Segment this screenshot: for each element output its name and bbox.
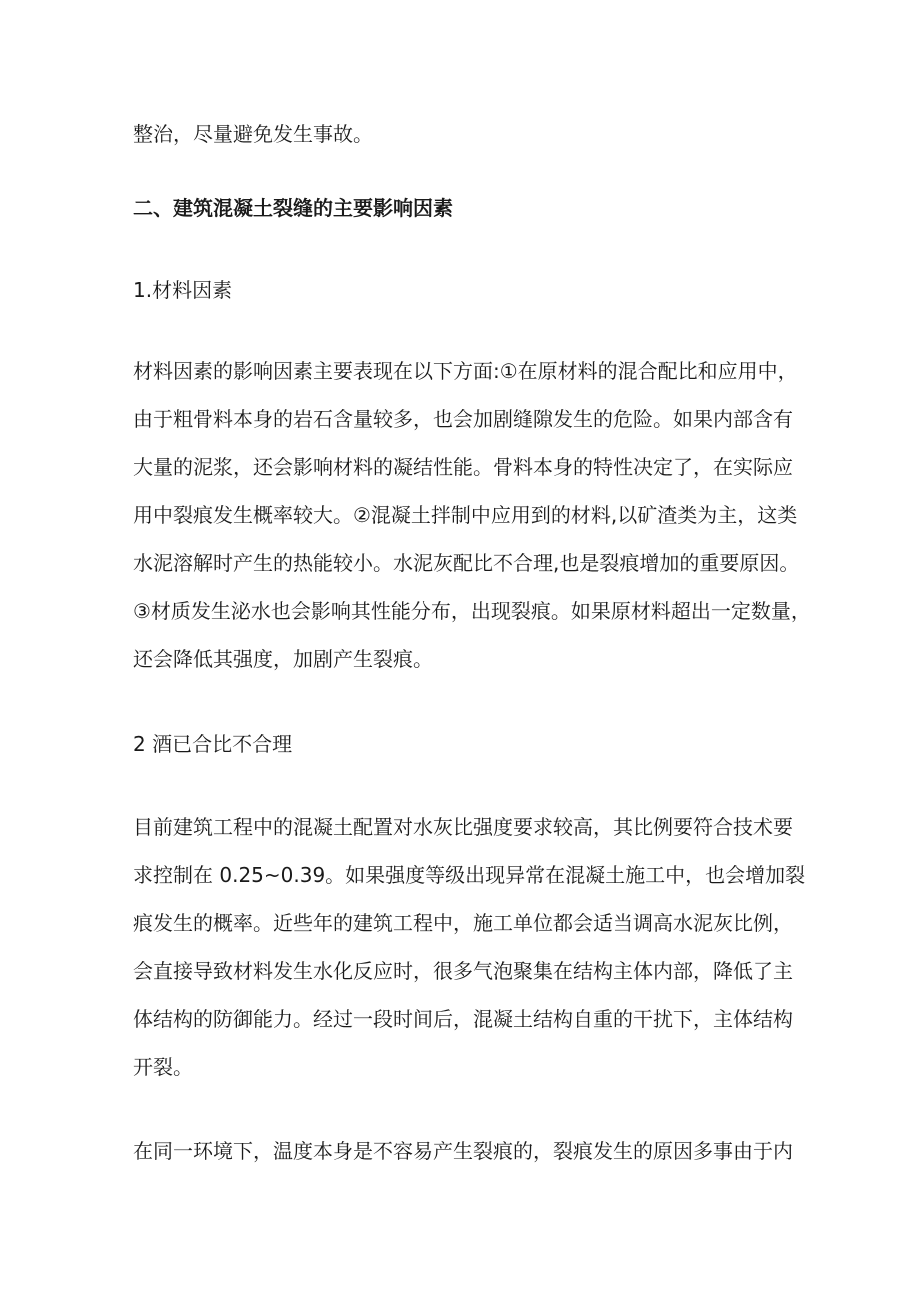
- paragraph-line: 痕发生的概率。近些年的建筑工程中，施工单位都会适当调高水泥灰比例，: [133, 911, 793, 935]
- paragraph-line: 体结构的防御能力。经过一段时间后，混凝土结构自重的干扰下，主体结构: [133, 1007, 793, 1031]
- paragraph-line: 目前建筑工程中的混凝土配置对水灰比强度要求较高，其比例要符合技术要: [133, 815, 793, 839]
- paragraph-line: 材料因素的影响因素主要表现在以下方面:①在原材料的混合配比和应用中，: [133, 359, 798, 383]
- paragraph-line: 水泥溶解时产生的热能较小。水泥灰配比不合理,也是裂痕增加的重要原因。: [133, 551, 800, 575]
- paragraph-line: 用中裂痕发生概率较大。②混凝土拌制中应用到的材料,以矿渣类为主，这类: [133, 503, 798, 527]
- paragraph-line: 还会降低其强度，加剧产生裂痕。: [133, 647, 433, 671]
- paragraph-line: 开裂。: [133, 1055, 193, 1079]
- paragraph-line: 会直接导致材料发生水化反应时，很多气泡聚集在结构主体内部，降低了主: [133, 959, 793, 983]
- paragraph-line: ③材质发生泌水也会影响其性能分布，出现裂痕。如果原材料超出一定数量，: [133, 599, 811, 623]
- continuation-text: 整治，尽量避免发生事故。: [133, 122, 373, 146]
- subsection-2-title: 2 酒已合比不合理: [133, 732, 293, 756]
- trailing-paragraph-line: 在同一环境下，温度本身是不容易产生裂痕的，裂痕发生的原因多事由于内: [133, 1139, 793, 1163]
- section-heading: 二、建筑混凝土裂缝的主要影响因素: [133, 196, 453, 220]
- paragraph-line: 求控制在 0.25~0.39。如果强度等级出现异常在混凝土施工中，也会增加裂: [133, 863, 806, 887]
- paragraph-line: 大量的泥浆，还会影响材料的凝结性能。骨料本身的特性决定了，在实际应: [133, 455, 793, 479]
- subsection-1-title: 1.材料因素: [133, 278, 233, 302]
- paragraph-line: 由于粗骨料本身的岩石含量较多，也会加剧缝隙发生的危险。如果内部含有: [133, 407, 793, 431]
